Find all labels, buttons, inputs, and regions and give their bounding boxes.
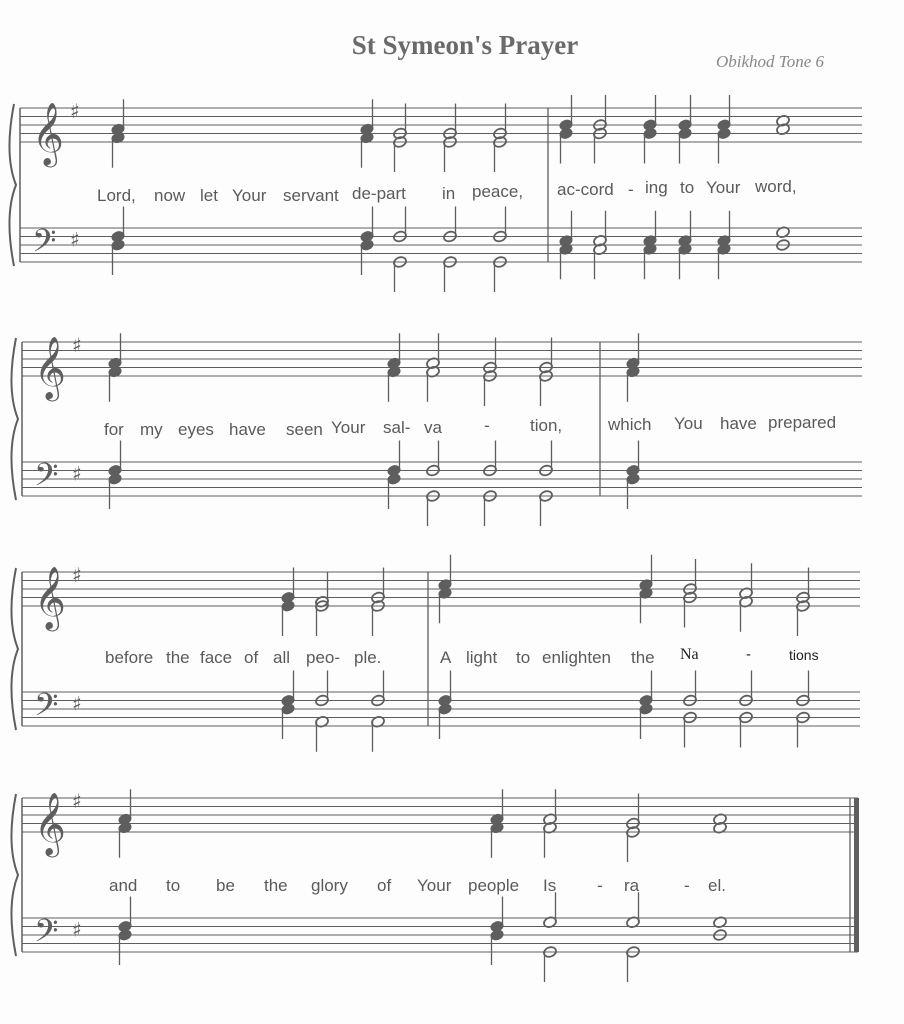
- lyric: people: [468, 876, 520, 895]
- lyric: in: [442, 184, 456, 203]
- sharp-sign: ♯: [72, 461, 82, 486]
- lyric: to: [166, 876, 181, 895]
- lyric: Na: [680, 646, 699, 663]
- treble-clef: 𝄞: [34, 566, 66, 629]
- brace: [11, 794, 18, 956]
- sharp-sign: ♯: [72, 333, 82, 358]
- lyric: Is: [543, 876, 557, 895]
- lyric: face: [200, 648, 233, 667]
- lyric: Your: [232, 186, 267, 205]
- lyric: Your: [706, 178, 741, 197]
- lyric: Your: [331, 418, 366, 437]
- lyric: which: [608, 415, 652, 434]
- brace: [11, 568, 18, 730]
- lyric: You: [674, 414, 703, 433]
- lyric: have: [720, 414, 757, 433]
- lyric: the: [166, 648, 190, 667]
- lyric: A: [440, 648, 452, 667]
- sharp-sign: ♯: [70, 227, 80, 252]
- brace: [9, 104, 16, 266]
- page-title: St Symeon's Prayer: [351, 30, 579, 60]
- sharp-sign: ♯: [72, 563, 82, 588]
- lyric: before: [105, 648, 154, 667]
- lyric: the: [264, 876, 288, 895]
- lyric: peace,: [472, 182, 524, 201]
- lyric: the: [631, 648, 655, 667]
- lyric: word,: [755, 177, 797, 196]
- lyric: -: [484, 416, 490, 435]
- lyric: Lord,: [97, 186, 136, 205]
- lyric: for: [104, 420, 124, 439]
- brace: [11, 338, 18, 500]
- lyric: ac-cord: [557, 180, 614, 199]
- lyric: servant: [283, 186, 339, 205]
- sharp-sign: ♯: [70, 99, 80, 124]
- lyric: va: [424, 418, 442, 437]
- lyric: have: [229, 420, 266, 439]
- lyric: ra: [624, 876, 640, 895]
- bass-clef: 𝄢: [34, 912, 59, 957]
- lyric: now: [154, 186, 186, 205]
- lyric: prepared: [768, 413, 837, 432]
- treble-clef: 𝄞: [34, 792, 66, 855]
- lyric: ple.: [354, 648, 382, 667]
- lyric: -: [684, 876, 690, 895]
- bass-clef: 𝄢: [34, 456, 59, 501]
- lyric: eyes: [178, 420, 214, 439]
- lyric: glory: [311, 876, 348, 895]
- lyric: to: [680, 178, 695, 197]
- lyric: -: [628, 180, 634, 199]
- lyric: my: [140, 420, 163, 439]
- bass-clef: 𝄢: [34, 686, 59, 731]
- lyric: de-part: [352, 184, 406, 203]
- lyric: peo-: [306, 648, 341, 667]
- lyric: tions: [789, 647, 819, 663]
- bass-clef: 𝄢: [32, 222, 57, 267]
- lyric: tion,: [530, 416, 563, 435]
- lyric: of: [244, 648, 259, 667]
- lyric: -: [746, 646, 751, 663]
- tone-label: Obikhod Tone 6: [716, 52, 824, 71]
- lyric: to: [516, 648, 531, 667]
- lyric: let: [200, 186, 218, 205]
- lyric: and: [109, 876, 138, 895]
- lyric: light: [466, 648, 498, 667]
- treble-clef: 𝄞: [34, 336, 66, 399]
- final-bar-line: [854, 798, 859, 952]
- lyric: -: [597, 876, 603, 895]
- lyric: el.: [708, 876, 726, 895]
- lyric: be: [216, 876, 235, 895]
- sharp-sign: ♯: [72, 917, 82, 942]
- sharp-sign: ♯: [72, 691, 82, 716]
- lyric: ing: [645, 178, 668, 197]
- lyric: all: [273, 648, 291, 667]
- sharp-sign: ♯: [72, 789, 82, 814]
- lyric: enlighten: [542, 648, 612, 667]
- lyric: seen: [286, 420, 323, 439]
- lyric: sal-: [383, 418, 411, 437]
- lyric: Your: [417, 876, 452, 895]
- treble-clef: 𝄞: [32, 102, 64, 165]
- lyric: of: [377, 876, 392, 895]
